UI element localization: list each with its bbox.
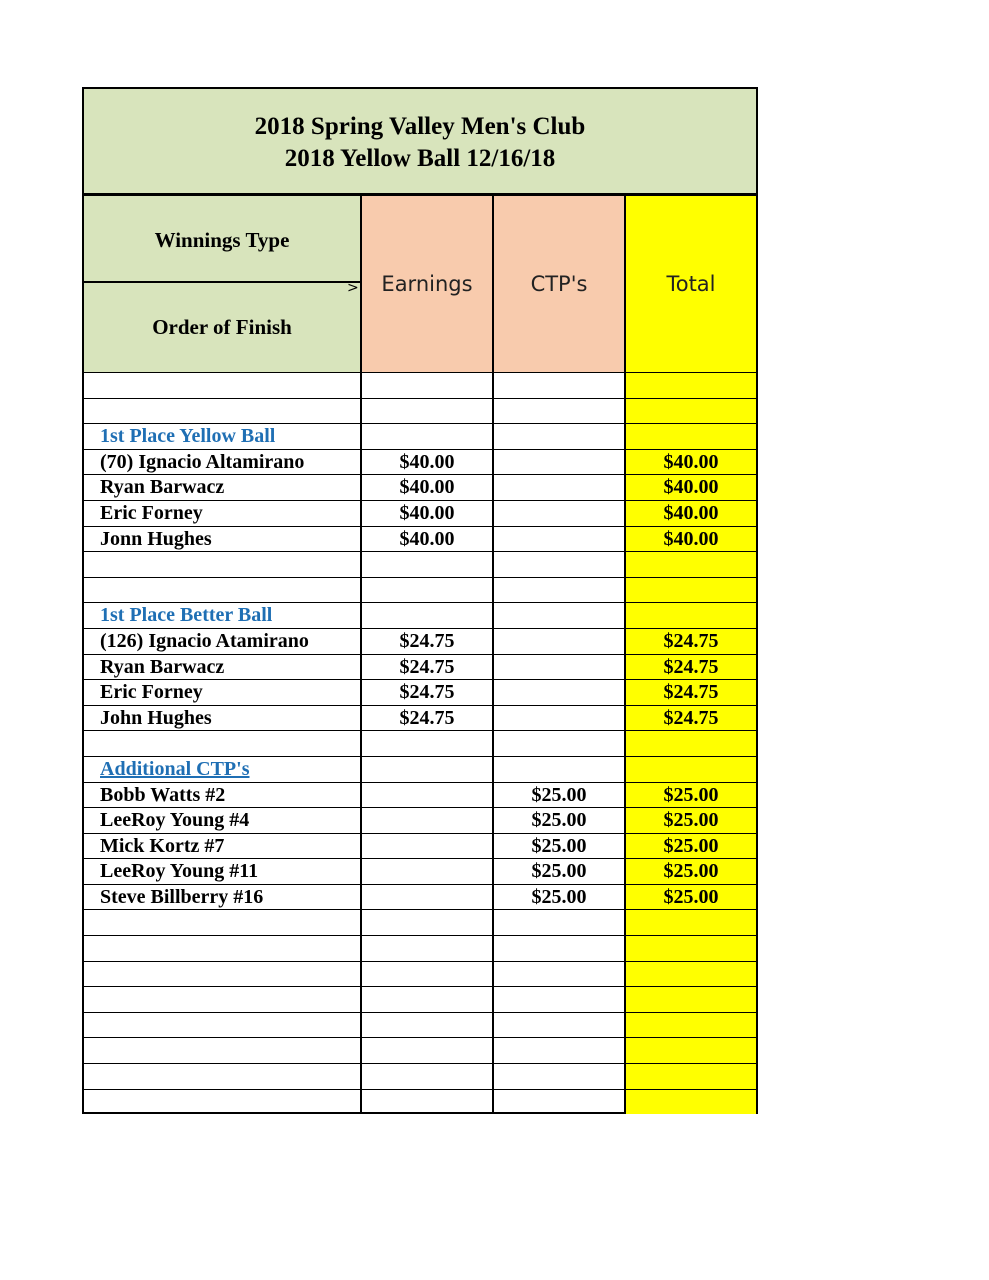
winnings-type-header: Winnings Type	[84, 196, 360, 283]
ctp-cell: $25.00	[494, 885, 626, 910]
earnings-header: Earnings	[362, 196, 494, 372]
ctp-cell	[494, 680, 626, 705]
ctp-cell	[494, 731, 626, 756]
earnings-cell	[362, 1064, 494, 1089]
total-cell	[626, 578, 756, 603]
table-row	[84, 1037, 756, 1063]
table-row	[84, 628, 756, 654]
earnings-cell	[362, 1038, 494, 1063]
name-cell	[84, 987, 362, 1012]
earnings-cell: $24.75	[362, 680, 494, 705]
ctp-cell: $25.00	[494, 859, 626, 884]
table-row	[84, 961, 756, 987]
total-cell	[626, 399, 756, 424]
name-cell	[84, 1038, 362, 1063]
table-row	[84, 858, 756, 884]
name-cell	[84, 962, 362, 987]
table-row	[84, 654, 756, 680]
total-cell: $25.00	[626, 783, 756, 808]
earnings-cell	[362, 834, 494, 859]
total-cell: $40.00	[626, 450, 756, 475]
title-block	[84, 89, 756, 196]
name-cell	[84, 910, 362, 935]
table-row	[84, 884, 756, 910]
name-cell: John Hughes	[84, 706, 362, 731]
table-row	[84, 500, 756, 526]
header-label-block	[84, 196, 362, 372]
total-cell: $24.75	[626, 680, 756, 705]
section-header-row	[84, 756, 756, 782]
earnings-cell	[362, 885, 494, 910]
table-row	[84, 398, 756, 424]
total-cell	[626, 603, 756, 628]
table-row	[84, 551, 756, 577]
name-cell	[84, 731, 362, 756]
name-cell: (70) Ignacio Altamirano	[84, 450, 362, 475]
total-cell	[626, 552, 756, 577]
table-row	[84, 935, 756, 961]
earnings-cell	[362, 859, 494, 884]
ctp-cell	[494, 424, 626, 449]
name-cell: 1st Place Better Ball	[84, 603, 362, 628]
earnings-cell	[362, 552, 494, 577]
earnings-cell	[362, 962, 494, 987]
table-row	[84, 807, 756, 833]
earnings-cell	[362, 399, 494, 424]
total-header: Total	[626, 196, 756, 372]
table-row	[84, 474, 756, 500]
section-header-row	[84, 602, 756, 628]
name-cell: Ryan Barwacz	[84, 475, 362, 500]
total-cell	[626, 1090, 756, 1115]
cursor-mark-icon: >	[347, 280, 359, 296]
ctp-cell	[494, 501, 626, 526]
name-cell: LeeRoy Young #4	[84, 808, 362, 833]
earnings-cell	[362, 1090, 494, 1115]
earnings-cell	[362, 757, 494, 782]
earnings-cell	[362, 783, 494, 808]
total-cell	[626, 1013, 756, 1038]
ctps-header: CTP's	[494, 196, 626, 372]
earnings-cell: $24.75	[362, 629, 494, 654]
ctp-cell	[494, 1064, 626, 1089]
ctp-cell	[494, 603, 626, 628]
name-cell: Jonn Hughes	[84, 527, 362, 552]
earnings-cell: $24.75	[362, 655, 494, 680]
earnings-cell	[362, 936, 494, 961]
name-cell: Eric Forney	[84, 680, 362, 705]
results-table-body	[84, 372, 756, 1114]
name-cell: LeeRoy Young #11	[84, 859, 362, 884]
table-row	[84, 526, 756, 552]
name-cell	[84, 552, 362, 577]
table-row	[84, 1089, 756, 1115]
ctp-cell: $25.00	[494, 808, 626, 833]
earnings-cell	[362, 603, 494, 628]
table-row	[84, 782, 756, 808]
earnings-cell: $40.00	[362, 450, 494, 475]
ctp-cell: $25.00	[494, 834, 626, 859]
table-row	[84, 1063, 756, 1089]
ctp-cell	[494, 578, 626, 603]
name-cell	[84, 1064, 362, 1089]
total-cell	[626, 373, 756, 398]
ctp-cell	[494, 987, 626, 1012]
total-cell	[626, 757, 756, 782]
earnings-cell	[362, 808, 494, 833]
total-cell	[626, 936, 756, 961]
total-cell	[626, 987, 756, 1012]
name-cell	[84, 1090, 362, 1115]
club-title: 2018 Spring Valley Men's Club	[254, 113, 586, 140]
ctp-cell	[494, 450, 626, 475]
event-title: 2018 Yellow Ball 12/16/18	[284, 145, 556, 172]
table-row	[84, 679, 756, 705]
name-cell: Ryan Barwacz	[84, 655, 362, 680]
name-cell: (126) Ignacio Atamirano	[84, 629, 362, 654]
name-cell: 1st Place Yellow Ball	[84, 424, 362, 449]
table-row	[84, 449, 756, 475]
table-row	[84, 1012, 756, 1038]
total-cell	[626, 962, 756, 987]
name-cell: Eric Forney	[84, 501, 362, 526]
name-cell: Steve Billberry #16	[84, 885, 362, 910]
ctp-cell: $25.00	[494, 783, 626, 808]
total-cell: $40.00	[626, 501, 756, 526]
name-cell	[84, 936, 362, 961]
total-cell: $24.75	[626, 655, 756, 680]
table-row	[84, 986, 756, 1012]
ctp-cell	[494, 1038, 626, 1063]
ctp-cell	[494, 552, 626, 577]
earnings-cell	[362, 373, 494, 398]
earnings-cell	[362, 987, 494, 1012]
earnings-cell	[362, 578, 494, 603]
total-cell	[626, 910, 756, 935]
earnings-cell: $40.00	[362, 475, 494, 500]
table-row	[84, 705, 756, 731]
ctp-cell	[494, 936, 626, 961]
ctp-cell	[494, 1090, 626, 1115]
total-cell: $25.00	[626, 808, 756, 833]
section-header-row	[84, 423, 756, 449]
total-cell: $40.00	[626, 527, 756, 552]
order-of-finish-header: Order of Finish	[152, 315, 292, 339]
total-cell	[626, 424, 756, 449]
name-cell	[84, 578, 362, 603]
total-cell: $40.00	[626, 475, 756, 500]
ctp-cell	[494, 757, 626, 782]
total-cell: $25.00	[626, 885, 756, 910]
earnings-cell: $40.00	[362, 527, 494, 552]
ctp-cell	[494, 629, 626, 654]
table-row	[84, 372, 756, 398]
name-cell: Bobb Watts #2	[84, 783, 362, 808]
table-row	[84, 909, 756, 935]
earnings-cell	[362, 910, 494, 935]
winnings-sheet	[82, 87, 758, 1114]
table-row	[84, 730, 756, 756]
table-row	[84, 577, 756, 603]
ctp-cell	[494, 1013, 626, 1038]
name-cell	[84, 399, 362, 424]
ctp-cell	[494, 399, 626, 424]
total-cell: $25.00	[626, 834, 756, 859]
ctp-cell	[494, 962, 626, 987]
name-cell: Additional CTP's	[84, 757, 362, 782]
earnings-cell	[362, 731, 494, 756]
ctp-cell	[494, 475, 626, 500]
total-cell	[626, 731, 756, 756]
ctp-cell	[494, 706, 626, 731]
earnings-cell: $24.75	[362, 706, 494, 731]
name-cell	[84, 373, 362, 398]
total-cell	[626, 1038, 756, 1063]
total-cell: $24.75	[626, 629, 756, 654]
earnings-cell: $40.00	[362, 501, 494, 526]
ctp-cell	[494, 910, 626, 935]
total-cell: $24.75	[626, 706, 756, 731]
total-cell	[626, 1064, 756, 1089]
ctp-cell	[494, 527, 626, 552]
total-cell: $25.00	[626, 859, 756, 884]
ctp-cell	[494, 373, 626, 398]
earnings-cell	[362, 1013, 494, 1038]
table-row	[84, 833, 756, 859]
earnings-cell	[362, 424, 494, 449]
name-cell: Mick Kortz #7	[84, 834, 362, 859]
ctp-cell	[494, 655, 626, 680]
name-cell	[84, 1013, 362, 1038]
